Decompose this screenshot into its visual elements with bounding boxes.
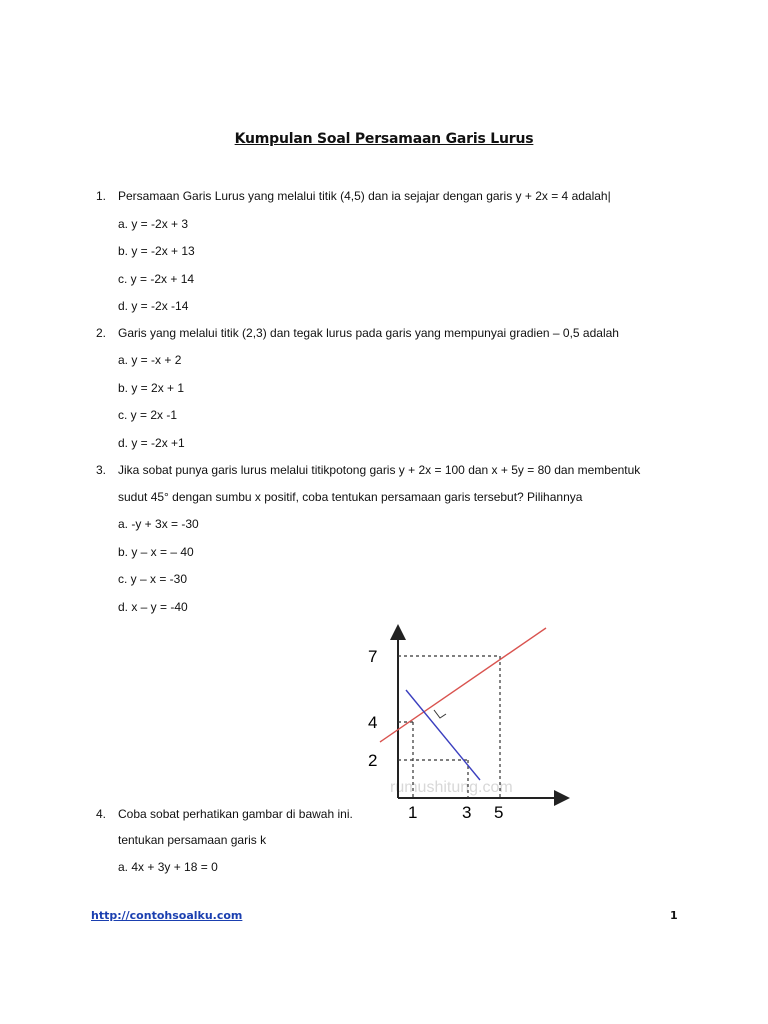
question-number: 1. bbox=[96, 189, 107, 203]
question-text: Jika sobat punya garis lurus melalui titikpotong garis y + 2x = 100 dan x + 5y = 80 dan membentuk bbox=[118, 463, 641, 477]
question-number: 2. bbox=[96, 326, 107, 340]
line-graph-figure bbox=[350, 620, 570, 820]
answer-option: d. x – y = -40 bbox=[118, 600, 188, 614]
watermark: rumushitung.com bbox=[390, 779, 513, 796]
answer-option: c. y = -2x + 14 bbox=[118, 272, 195, 286]
answer-option: c. y – x = -30 bbox=[118, 572, 188, 586]
question-text: Coba sobat perhatikan gambar di bawah ini. bbox=[118, 807, 353, 821]
x-tick-label: 5 bbox=[494, 803, 504, 820]
answer-option: d. y = -2x +1 bbox=[118, 436, 185, 450]
y-tick-label: 7 bbox=[368, 647, 378, 666]
footer-link[interactable]: http://contohsoalku.com bbox=[91, 909, 243, 922]
x-tick-label: 1 bbox=[408, 803, 418, 820]
question-text-continued: tentukan persamaan garis k bbox=[118, 833, 267, 847]
answer-option: b. y – x = – 40 bbox=[118, 545, 194, 559]
answer-option: a. 4x + 3y + 18 = 0 bbox=[118, 860, 218, 874]
document-title: Kumpulan Soal Persamaan Garis Lurus bbox=[234, 131, 534, 147]
right-angle-mark bbox=[434, 710, 446, 718]
answer-option: b. y = 2x + 1 bbox=[118, 381, 185, 395]
y-tick-label: 4 bbox=[368, 713, 378, 732]
x-tick-label: 3 bbox=[462, 803, 472, 820]
question-number: 3. bbox=[96, 463, 107, 477]
page-number: 1 bbox=[670, 909, 678, 922]
line-red bbox=[380, 628, 546, 742]
y-tick-label: 2 bbox=[368, 751, 378, 770]
dashed-guides bbox=[398, 656, 500, 798]
question-text-continued: sudut 45° dengan sumbu x positif, coba tentukan persamaan garis tersebut? Pilihannya bbox=[118, 490, 583, 504]
question-text: Persamaan Garis Lurus yang melalui titik (4,5) dan ia sejajar dengan garis y + 2x = 4 adalah| bbox=[118, 189, 611, 203]
question-number: 4. bbox=[96, 807, 107, 821]
answer-option: d. y = -2x -14 bbox=[118, 299, 189, 313]
line-k bbox=[406, 690, 480, 780]
answer-option: a. y = -x + 2 bbox=[118, 353, 182, 367]
answer-option: a. y = -2x + 3 bbox=[118, 217, 189, 231]
question-text: Garis yang melalui titik (2,3) dan tegak lurus pada garis yang mempunyai gradien – 0,5 adalah bbox=[118, 326, 619, 340]
answer-option: c. y = 2x -1 bbox=[118, 408, 178, 422]
answer-option: b. y = -2x + 13 bbox=[118, 244, 195, 258]
answer-option: a. -y + 3x = -30 bbox=[118, 517, 199, 531]
